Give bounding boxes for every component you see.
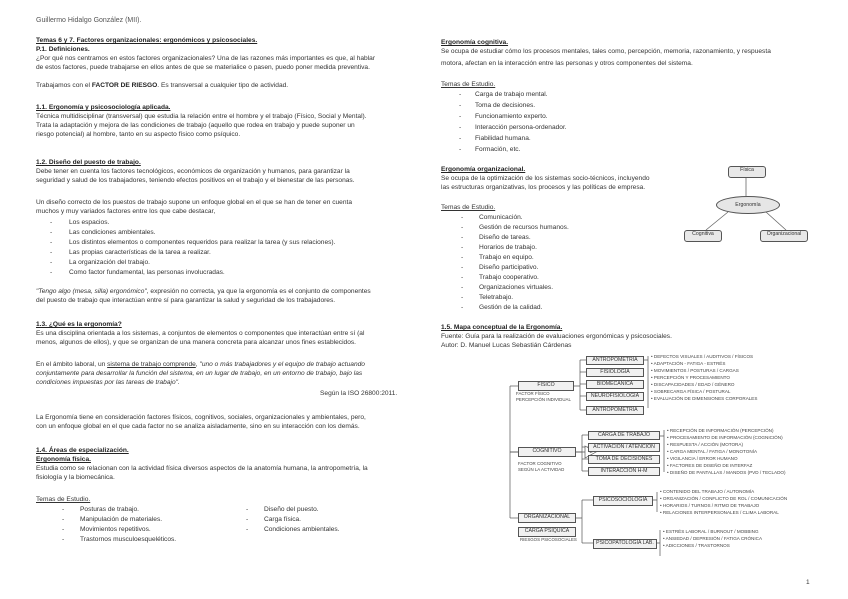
- paragraph-line: las estructuras organizativas, los procesos y las políticas de empresa.: [441, 184, 646, 191]
- list-bullet: -: [459, 113, 462, 120]
- list-bullet: -: [50, 249, 53, 256]
- list-bullet: -: [62, 536, 65, 543]
- paragraph-line: La Ergonomía tiene en consideración factores físicos, cognitivos, sociales, organizacionales y ambientales, pero,: [36, 414, 366, 421]
- map-branch-organizational: ORGANIZACIONAL: [518, 513, 576, 523]
- map-branch-physical: FÍSICO: [518, 381, 574, 391]
- map-author: Autor: D. Manuel Lucas Sebastián Cárdenas: [441, 342, 572, 349]
- list-bullet: -: [246, 516, 249, 523]
- map-tag: • ESTRÉS LABORAL / BURNOUT / MOBBING: [663, 529, 759, 534]
- section-heading-1-1: 1.1. Ergonomía y psicosociología aplicada.: [36, 104, 171, 111]
- list-item: Condiciones ambientales.: [264, 526, 340, 533]
- text-span: , expresión no correcta, ya que la ergonomía es el conjunto de componentes: [146, 288, 371, 295]
- list-bullet: -: [62, 516, 65, 523]
- map-branch-caption-box: CARGA PSÍQUICA: [518, 527, 576, 537]
- iso-source: Según la ISO 26800:2011.: [320, 390, 398, 397]
- list-item: Diseño de tareas.: [479, 234, 531, 241]
- list-bullet: -: [50, 259, 53, 266]
- section-heading-definitions: P.1. Definiciones.: [36, 46, 90, 53]
- section-heading-1-4: 1.4. Áreas de especialización.: [36, 447, 129, 454]
- paragraph-line: fisiología y la biomecánica.: [36, 474, 115, 481]
- list-bullet: -: [50, 269, 53, 276]
- list-item: Posturas de trabajo.: [80, 506, 140, 513]
- map-node: INTERACCIÓN H-M: [588, 467, 660, 476]
- mini-node-organizational: Organizacional: [760, 230, 808, 242]
- list-item: Interacción persona-ordenador.: [475, 124, 567, 131]
- paragraph-line: ¿Por qué nos centramos en estos factores organizacionales? Una de las razones más importantes es que, al hablar: [36, 55, 376, 62]
- map-tag: • FACTORES DE DISEÑO DE INTERFAZ: [667, 463, 753, 468]
- section-heading-1-2: 1.2. Diseño del puesto de trabajo.: [36, 159, 141, 166]
- map-branch-caption: FACTOR FÍSICO: [516, 391, 550, 396]
- list-item: Movimientos repetitivos.: [80, 526, 151, 533]
- map-branch-caption: PERCEPCIÓN INDIVIDUAL: [516, 397, 571, 402]
- list-item: Los distintos elementos o componentes requeridos para realizar la tarea (y sus relaciones).: [69, 239, 336, 246]
- list-item: Funcionamiento experto.: [475, 113, 548, 120]
- map-node: PSICOPATOLOGÍA LAB.: [593, 539, 657, 549]
- map-node: FISIOLOGÍA: [586, 368, 644, 377]
- list-bullet: -: [459, 91, 462, 98]
- map-tag: • EVALUACIÓN DE DIMENSIONES CORPORALES: [651, 396, 758, 401]
- map-tag: • DEFECTOS VISUALES / AUDITIVOS / FÍSICOS: [651, 354, 754, 359]
- list-item: Diseño participativo.: [479, 264, 539, 271]
- section-heading-1-3: 1.3. ¿Qué es la ergonomía?: [36, 321, 122, 328]
- paragraph-line: riesgo potencial) al hombre, tanto en su aspecto físico como psíquico.: [36, 131, 241, 138]
- list-item: Gestión de recursos humanos.: [479, 224, 569, 231]
- list-bullet: -: [461, 214, 464, 221]
- list-bullet: -: [461, 254, 464, 261]
- paragraph-line: Se ocupa de la optimización de los sistemas socio-técnicos, incluyendo: [441, 175, 650, 182]
- map-branch-cognitive: COGNITIVO: [518, 447, 576, 457]
- paragraph-line: menos, algunos de ellos), y que se organizan de una manera concreta para alcanzar unos fines establecidos.: [36, 339, 356, 346]
- mini-node-physical: Física: [728, 166, 766, 178]
- topics-heading: Temas de Estudio.: [36, 496, 91, 503]
- map-tag: • MOVIMIENTOS / POSTURAS / CARGAS: [651, 368, 739, 373]
- map-tag: • ANSIEDAD / DEPRESIÓN / FATIGA CRÓNICA: [663, 536, 763, 541]
- list-item: Carga de trabajo mental.: [475, 91, 548, 98]
- list-bullet: -: [246, 506, 249, 513]
- map-node: ANTROPOMETRÍA: [586, 406, 644, 415]
- list-item: Las condiciones ambientales.: [69, 229, 156, 236]
- map-node: BIOMECÁNICA: [586, 380, 644, 389]
- map-tag: • VIGILANCIA / ERROR HUMANO: [667, 456, 738, 461]
- topic-title: Temas 6 y 7. Factores organizacionales: ergonómicos y psicosociales.: [36, 37, 258, 44]
- list-bullet: -: [459, 146, 462, 153]
- list-bullet: -: [461, 294, 464, 301]
- list-bullet: -: [62, 526, 65, 533]
- risk-factor-term: FACTOR DE RIESGO: [91, 82, 158, 89]
- map-source: Fuente: Guía para la realización de evaluaciones ergonómicas y psicosociales.: [441, 333, 672, 340]
- text-span: En el ámbito laboral, un: [36, 361, 108, 368]
- paragraph-line: Estudia como se relacionan con la actividad física diversos aspectos de la anatomía humana, la antropometría, la: [36, 465, 368, 472]
- map-node: ANTROPOMETRÍA: [586, 356, 644, 365]
- map-branch-caption: RIESGOS PSICOSOCIALES: [520, 537, 577, 542]
- list-bullet: -: [461, 304, 464, 311]
- topics-heading: Temas de Estudio.: [441, 204, 496, 211]
- list-item: Diseño del puesto.: [264, 506, 319, 513]
- map-tag: • DISEÑO DE PANTALLAS / MANDOS (PVD / TECLADO): [667, 470, 786, 475]
- list-bullet: -: [461, 244, 464, 251]
- list-item: Horarios de trabajo.: [479, 244, 537, 251]
- list-item: Trabajo en equipo.: [479, 254, 534, 261]
- list-bullet: -: [459, 102, 462, 109]
- section-heading-organizational: Ergonomía organizacional.: [441, 166, 526, 173]
- definition-quote: , "uno o más trabajadores y el equipo de trabajo actuando: [195, 361, 365, 368]
- list-item: Trastornos musculoesqueléticos.: [80, 536, 177, 543]
- list-bullet: -: [62, 506, 65, 513]
- map-node: CARGA DE TRABAJO: [588, 431, 660, 440]
- list-item: Carga física.: [264, 516, 302, 523]
- author-line: Guillermo Hidalgo González (MII).: [36, 17, 142, 24]
- paragraph-line: Un diseño correcto de los puestos de trabajo supone un enfoque global en el que se han de tener en cuenta: [36, 199, 352, 206]
- paragraph-line: de estos factores, puede trabajarse en ellos antes de que se materialice o pasen, puedo poner medida preventiva.: [36, 64, 370, 71]
- list-item: Gestión de la calidad.: [479, 304, 543, 311]
- map-node: TOMA DE DECISIONES: [588, 455, 660, 464]
- map-node: ACTIVACIÓN / ATENCIÓN: [588, 443, 660, 452]
- list-item: Teletrabajo.: [479, 294, 514, 301]
- map-tag: • RELACIONES INTERPERSONALES / CLIMA LABORAL: [660, 510, 779, 515]
- list-item: Manipulación de materiales.: [80, 516, 163, 523]
- map-tag: • HORARIOS / TURNOS / RITMO DE TRABAJO: [660, 503, 760, 508]
- list-bullet: -: [461, 264, 464, 271]
- text-span: . Es transversal a cualquier tipo de actividad.: [157, 82, 289, 89]
- list-item: Fiabilidad humana.: [475, 135, 531, 142]
- work-system-term: sistema de trabajo comprende: [107, 361, 196, 368]
- map-tag: • DISCAPACIDADES / EDAD / GÉNERO: [651, 382, 735, 387]
- list-bullet: -: [246, 526, 249, 533]
- quote-text: "Tengo algo (mesa, silla) ergonómico": [36, 288, 147, 295]
- list-item: Formación, etc.: [475, 146, 521, 153]
- paragraph-line: Se ocupa de estudiar cómo los procesos mentales, tales como, percepción, memoria, razonamiento, y respuesta: [441, 48, 771, 55]
- list-bullet: -: [459, 135, 462, 142]
- mini-node-ergonomics: Ergonomía: [716, 196, 780, 214]
- map-tag: • PERCEPCIÓN Y PROCESAMIENTO: [651, 375, 730, 380]
- paragraph-line: del puesto de trabajo que interactúan entre sí para garantizar la salud y seguridad de los trabajadores.: [36, 297, 336, 304]
- map-tag: • CONTENIDO DEL TRABAJO / AUTONOMÍA: [660, 489, 755, 494]
- list-bullet: -: [50, 229, 53, 236]
- map-tag: • ORGANIZACIÓN / CONFLICTO DE ROL / COMUNICACIÓN: [660, 496, 788, 501]
- list-item: Como factor fundamental, las personas involucradas.: [69, 269, 225, 276]
- definition-line: condiciones impuestas por las tareas de trabajo".: [36, 379, 180, 386]
- map-tag: • ADAPTACIÓN - FATIGA - ESTRÉS: [651, 361, 726, 366]
- map-branch-caption: SEGÚN LA ACTIVIDAD: [518, 467, 565, 472]
- paragraph-line: Técnica multidisciplinar (transversal) que estudia la relación entre el hombre y el trabajo (Físico, Social y Mental).: [36, 113, 367, 120]
- paragraph-line: Debe tener en cuenta los factores tecnológicos, económicos de organización y humanos, para garantizar la: [36, 168, 350, 175]
- page-number: 1: [806, 579, 810, 586]
- subsection-physical: Ergonomía física.: [36, 456, 91, 463]
- list-item: Los espacios.: [69, 219, 110, 226]
- topics-heading: Temas de Estudio.: [441, 81, 496, 88]
- paragraph-line: muchos y muy variados factores entre los que cabe destacar,: [36, 208, 216, 215]
- list-item: Las propias características de la tarea a realizar.: [69, 249, 211, 256]
- map-node: NEUROFISIOLOGÍA: [586, 392, 644, 401]
- paragraph-line: seguridad y salud de los trabajadores, teniendo efectos positivos en el trabajo y el bienestar de las personas.: [36, 177, 355, 184]
- mini-node-cognitive: Cognitiva: [684, 230, 722, 242]
- text-span: Trabajamos con el: [36, 82, 92, 89]
- paragraph-line: Es una disciplina orientada a los sistemas, a conjuntos de elementos o componentes que interactúan entre sí (al: [36, 330, 365, 337]
- list-item: Toma de decisiones.: [475, 102, 536, 109]
- list-item: Trabajo cooperativo.: [479, 274, 539, 281]
- paragraph-line: con un enfoque global en el que cada factor no se analiza aisladamente, sino en su interacción con los demás.: [36, 423, 360, 430]
- map-tag: • ADICCIONES / TRASTORNOS: [663, 543, 730, 548]
- list-bullet: -: [461, 274, 464, 281]
- map-tag: • CARGA MENTAL / FATIGA / MONOTONÍA: [667, 449, 758, 454]
- paragraph-line: Trata la adaptación y mejora de las condiciones de trabajo (aquello que rodea en trabajo y puede suponer un: [36, 122, 355, 129]
- map-branch-caption: FACTOR COGNITIVO: [518, 461, 562, 466]
- definition-line: conjuntamente para desarrollar la función del sistema, en un lugar de trabajo, en un entorno de trabajo, bajo las: [36, 370, 363, 377]
- list-bullet: -: [461, 284, 464, 291]
- list-bullet: -: [459, 124, 462, 131]
- list-bullet: -: [50, 219, 53, 226]
- list-item: Organizaciones virtuales.: [479, 284, 554, 291]
- list-item: La organización del trabajo.: [69, 259, 151, 266]
- list-bullet: -: [461, 224, 464, 231]
- section-heading-1-5: 1.5. Mapa conceptual de la Ergonomía.: [441, 324, 563, 331]
- list-bullet: -: [461, 234, 464, 241]
- map-tag: • RESPUESTA / ACCIÓN (MOTORA): [667, 442, 743, 447]
- list-item: Comunicación.: [479, 214, 523, 221]
- map-tag: • RECEPCIÓN DE INFORMACIÓN (PERCEPCIÓN): [667, 428, 774, 433]
- map-tag: • PROCESAMIENTO DE INFORMACIÓN (COGNICIÓN): [667, 435, 783, 440]
- map-tag: • SOBRECARGA FÍSICA / POSTURAL: [651, 389, 731, 394]
- paragraph-line: motora, afectan en la interacción entre las personas y otros componentes del sistema.: [441, 60, 693, 67]
- section-heading-cognitive: Ergonomía cognitiva.: [441, 39, 509, 46]
- list-bullet: -: [50, 239, 53, 246]
- map-node: PSICOSOCIOLOGÍA: [593, 496, 653, 506]
